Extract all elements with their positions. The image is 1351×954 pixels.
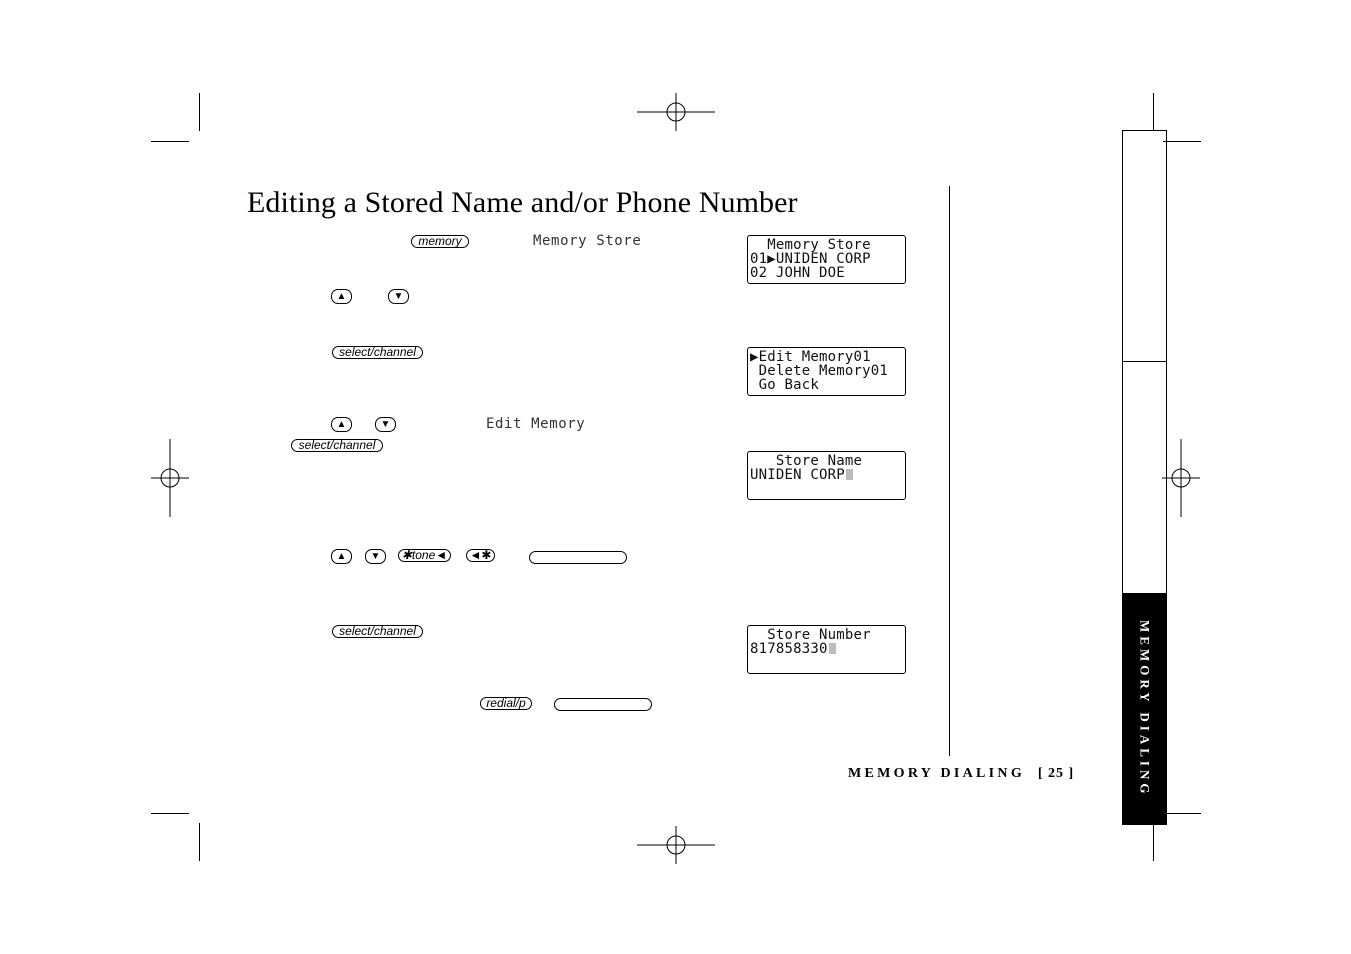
section-tab-label-wrap	[1122, 593, 1167, 825]
select-channel-key: select/channel	[332, 625, 423, 638]
memory-key: memory	[411, 235, 469, 248]
crop-mark	[1163, 141, 1201, 142]
memory-store-inline-text: Memory Store	[533, 233, 642, 249]
lcd-edit-menu	[747, 347, 906, 396]
select-channel-key: select/channel	[332, 346, 423, 359]
cursor-block-icon	[829, 643, 836, 654]
edit-memory-inline-text: Edit Memory	[486, 416, 586, 432]
crop-mark	[1153, 823, 1154, 861]
crop-mark	[151, 141, 189, 142]
lcd-memory-store	[747, 235, 906, 284]
lcd-row: 01▶UNIDEN CORP	[750, 251, 871, 267]
lcd-row: Delete Memory01	[750, 363, 889, 379]
down-arrow-key: ▼	[375, 417, 396, 432]
select-channel-key: select/channel	[291, 439, 383, 452]
lcd-row: Memory Store	[750, 237, 871, 253]
lcd-row: Store Name	[750, 453, 863, 469]
registration-mark	[131, 439, 209, 517]
cursor-block-icon	[846, 469, 853, 480]
crop-mark	[151, 813, 189, 814]
registration-mark	[637, 806, 715, 884]
up-arrow-key: ▲	[331, 549, 352, 564]
section-tab-label: MEMORY DIALING	[1137, 620, 1153, 798]
number-key-pill	[554, 698, 652, 711]
lcd-row: 817858330	[750, 641, 828, 657]
tab-divider	[1122, 361, 1167, 362]
crop-mark	[1163, 813, 1201, 814]
column-divider	[949, 186, 950, 756]
lcd-store-number	[747, 625, 906, 674]
down-arrow-key: ▼	[388, 289, 409, 304]
lcd-row: Go Back	[750, 377, 820, 393]
redial-key: redial/p	[480, 697, 532, 710]
star-back-key: ◄✱	[466, 549, 495, 562]
lcd-row: ▶Edit Memory01	[750, 349, 871, 365]
down-arrow-key: ▼	[365, 549, 386, 564]
lcd-row: UNIDEN CORP	[750, 467, 845, 483]
page-title: Editing a Stored Name and/or Phone Number	[247, 186, 798, 219]
crop-mark	[199, 93, 200, 131]
page-number: [ 25 ]	[1037, 766, 1075, 781]
lcd-store-name	[747, 451, 906, 500]
up-arrow-key: ▲	[331, 417, 352, 432]
up-arrow-key: ▲	[331, 289, 352, 304]
number-key-pill	[529, 551, 627, 564]
crop-mark	[1153, 93, 1154, 131]
tone-key: ✱tone◄	[398, 549, 451, 562]
footer-section: MEMORY DIALING	[848, 766, 1026, 781]
lcd-row: 02 JOHN DOE	[750, 265, 845, 281]
page-footer	[848, 766, 1074, 782]
crop-mark	[199, 823, 200, 861]
lcd-row: Store Number	[750, 627, 871, 643]
registration-mark	[637, 73, 715, 151]
